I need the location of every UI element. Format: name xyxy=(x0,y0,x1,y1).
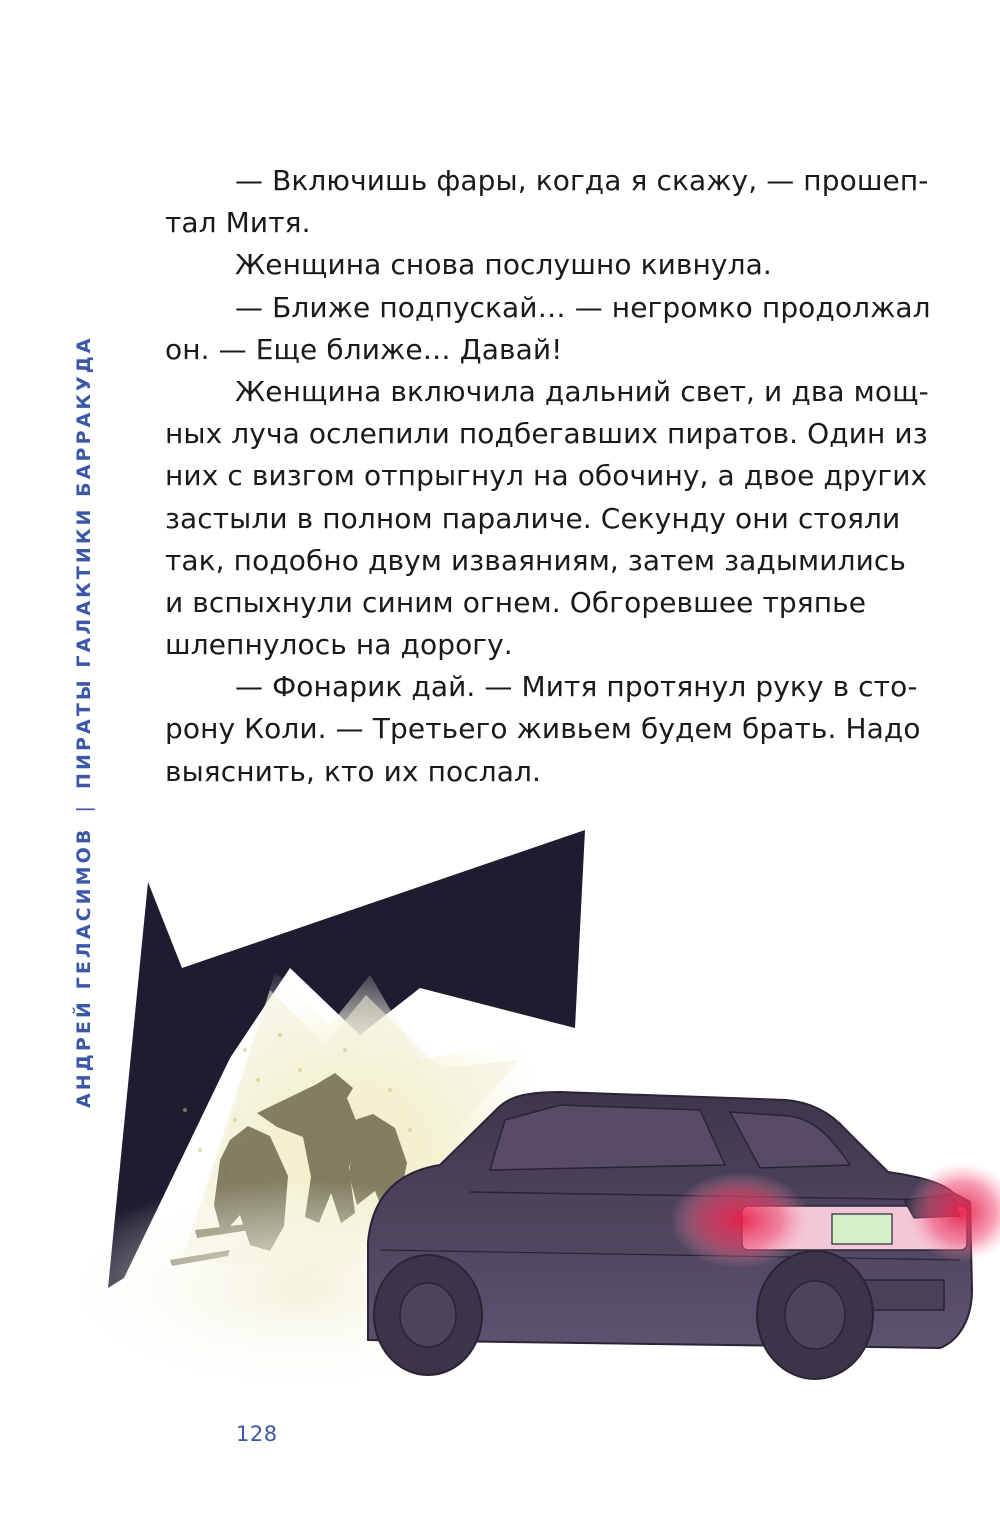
text-line: он. — Еще ближе… Давай! xyxy=(165,332,563,366)
text-line: ных луча ослепили подбегавших пиратов. Один из xyxy=(165,417,928,451)
text-line: шлепнулось на дорогу. xyxy=(165,628,513,662)
taillight-glow-left xyxy=(670,1172,810,1268)
text-line: тал Митя. xyxy=(165,206,311,240)
text-line: — Фонарик дай. — Митя протянул руку в сто- xyxy=(235,670,918,704)
text-line: застыли в полном параличе. Секунду они стояли xyxy=(165,501,901,535)
text-line: — Включишь фары, когда я скажу, — прошеп- xyxy=(235,164,929,197)
text-line: — Ближе подпускай… — негромко продолжал xyxy=(235,290,931,324)
text-line: и вспыхнули синим огнем. Обгоревшее тряпье xyxy=(165,585,867,619)
text-line: выяснить, кто их послал. xyxy=(165,754,541,788)
text-line: Женщина включила дальний свет, и два мощ- xyxy=(235,374,929,408)
car-headlights-illustration xyxy=(0,820,1000,1440)
body-text xyxy=(165,160,931,793)
text-line: рону Коли. — Третьего живьем будем брать. Надо xyxy=(165,712,921,746)
page-number: 128 xyxy=(236,1422,278,1446)
text-line: так, подобно двум изваяниям, затем задымились xyxy=(165,543,906,577)
text-line: них с визгом отпрыгнул на обочину, а двое других xyxy=(165,459,928,493)
text-line: Женщина снова послушно кивнула. xyxy=(235,248,772,282)
spine-separator: | xyxy=(73,802,95,813)
spine-book-title: ПИРАТЫ ГАЛАКТИКИ БАРРАКУДА xyxy=(73,335,95,789)
spine-author: АНДРЕЙ ГЕЛАСИМОВ xyxy=(73,826,95,1108)
